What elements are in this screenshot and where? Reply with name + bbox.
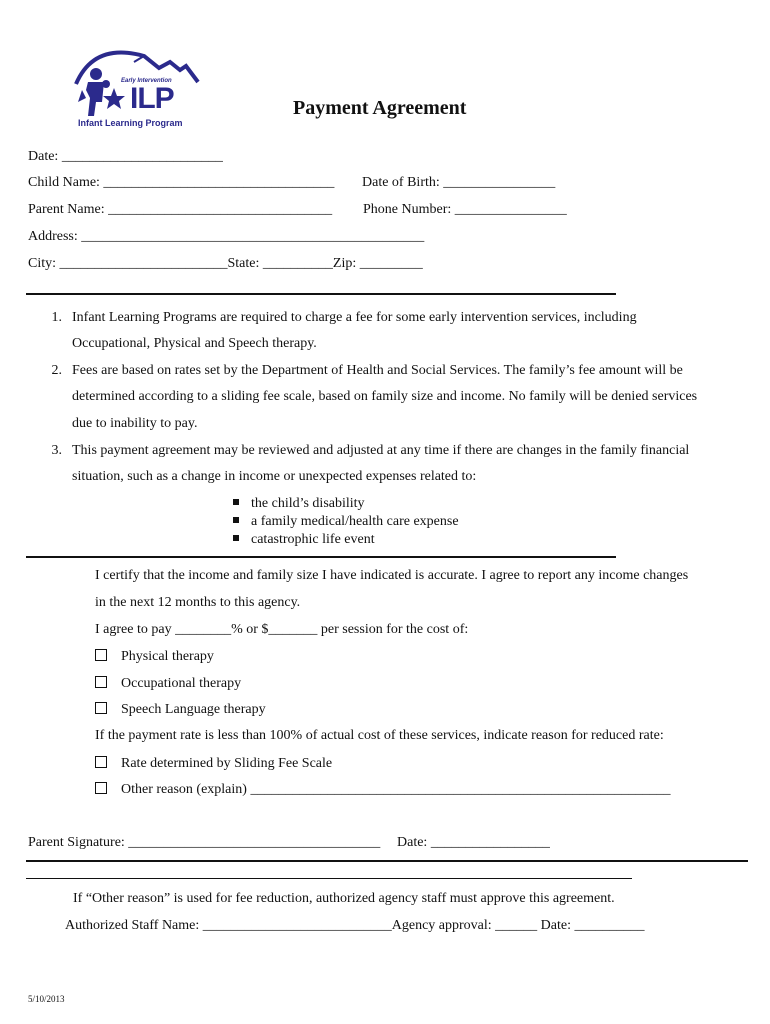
bullet-icon	[233, 517, 239, 523]
option-label: Occupational therapy	[121, 676, 242, 691]
date-field[interactable]: Date: _______________________	[28, 149, 223, 164]
item-text: Occupational, Physical and Speech therapy.	[72, 336, 317, 351]
ilp-logo	[74, 44, 204, 132]
divider	[26, 860, 748, 862]
option-label: Physical therapy	[121, 649, 214, 664]
checkbox[interactable]	[95, 756, 107, 768]
date-of-birth-field[interactable]: Date of Birth: ________________	[362, 175, 556, 190]
list-item	[48, 363, 683, 379]
item-text: Fees are based on rates set by the Department of Health and Social Services. The family’s fee amount will be	[72, 363, 683, 378]
bullet-icon	[233, 499, 239, 505]
bullet-item	[233, 496, 365, 512]
item-text: This payment agreement may be reviewed and adjusted at any time if there are changes in the family financial	[72, 443, 690, 458]
item-text: situation, such as a change in income or unexpected expenses related to:	[72, 469, 477, 484]
item-number: 1.	[51, 310, 62, 325]
checkbox[interactable]	[95, 702, 107, 714]
other-reason-option[interactable]	[95, 781, 670, 798]
address-field[interactable]: Address: _________________________________________________	[28, 229, 425, 244]
reduced-rate-prompt: If the payment rate is less than 100% of actual cost of these services, indicate reason for reduced rate:	[95, 728, 664, 743]
logo-subtitle: Infant Learning Program	[78, 118, 183, 128]
divider	[26, 556, 616, 558]
footer-date: 5/10/2013	[28, 994, 65, 1004]
sliding-fee-option[interactable]	[95, 755, 332, 772]
item-number: 3.	[51, 443, 62, 458]
divider	[26, 293, 616, 295]
physical-therapy-option[interactable]	[95, 648, 214, 665]
option-label: Rate determined by Sliding Fee Scale	[121, 756, 333, 771]
certify-text: I certify that the income and family size I have indicated is accurate. I agree to report any income changes	[95, 568, 689, 583]
occupational-therapy-option[interactable]	[95, 675, 241, 692]
checkbox[interactable]	[95, 782, 107, 794]
agree-pay-field[interactable]: I agree to pay ________% or $_______ per session for the cost of:	[95, 622, 469, 637]
bullet-text: a family medical/health care expense	[251, 514, 459, 529]
list-item	[48, 443, 689, 459]
option-label: Other reason (explain) ____________________________________________________________	[121, 782, 671, 797]
bullet-icon	[233, 535, 239, 541]
logo-big-text: ILP	[130, 82, 174, 115]
certify-text: in the next 12 months to this agency.	[95, 595, 301, 610]
logo-small-text: Early Intervention	[121, 78, 172, 84]
bullet-text: catastrophic life event	[251, 532, 375, 547]
divider	[26, 878, 632, 879]
checkbox[interactable]	[95, 676, 107, 688]
item-number: 2.	[51, 363, 62, 378]
child-name-field[interactable]: Child Name: _________________________________	[28, 175, 335, 190]
page-title: Payment Agreement	[293, 97, 467, 119]
city-state-zip-field[interactable]: City: ________________________State: __________Zip: _________	[28, 256, 423, 271]
bullet-item	[233, 532, 375, 548]
speech-therapy-option[interactable]	[95, 701, 266, 718]
phone-number-field[interactable]: Phone Number: ________________	[363, 202, 567, 217]
item-text: determined according to a sliding fee scale, based on family size and income. No family will be denied services	[72, 389, 698, 404]
signature-date-field[interactable]: Date: _________________	[397, 835, 550, 850]
authorized-staff-field[interactable]: Authorized Staff Name: ___________________________Agency approval: ______ Date: __________	[65, 918, 645, 933]
parent-signature-field[interactable]: Parent Signature: ____________________________________	[28, 835, 381, 850]
item-text: Infant Learning Programs are required to charge a fee for some early intervention services, including	[72, 310, 637, 325]
bullet-text: the child’s disability	[251, 496, 365, 511]
list-item	[48, 310, 637, 326]
checkbox[interactable]	[95, 649, 107, 661]
item-text: due to inability to pay.	[72, 416, 198, 431]
parent-name-field[interactable]: Parent Name: ________________________________	[28, 202, 333, 217]
bullet-item	[233, 514, 459, 530]
staff-note: If “Other reason” is used for fee reduction, authorized agency staff must approve this agreement.	[73, 891, 615, 906]
option-label: Speech Language therapy	[121, 702, 266, 717]
